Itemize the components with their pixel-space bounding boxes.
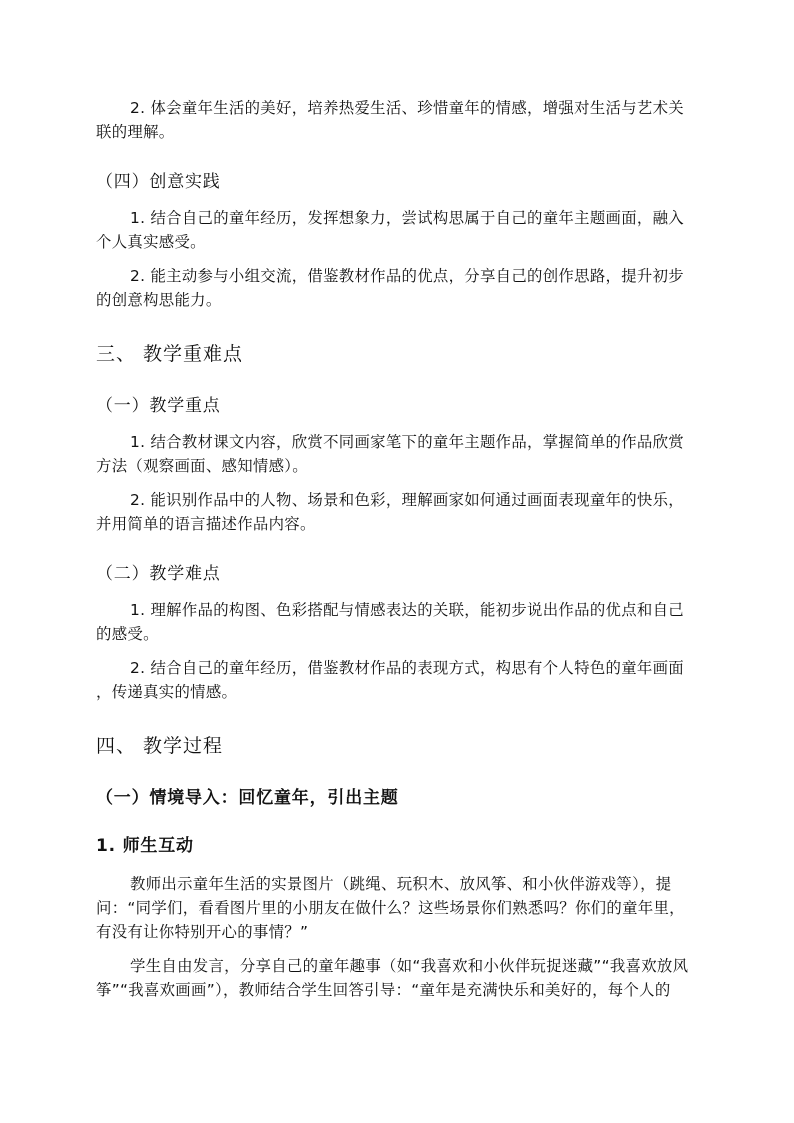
chapter-heading-teaching-process: 四、 教学过程 — [96, 735, 224, 757]
text-line: 的创意构思能力。 — [96, 291, 222, 309]
paragraph-student-answers — [96, 954, 700, 1002]
text-line: 2. 体会童年生活的美好，培养热爱生活、珍惜童年的情感，增强对生活与艺术关 — [130, 99, 684, 117]
text-line: 筝”“我喜欢画画”），教师结合学生回答引导：“童年是充满快乐和美好的，每个人的 — [96, 981, 671, 999]
text-line: 方法（观察画面、感知情感）。 — [96, 457, 308, 475]
text-line: 2. 结合自己的童年经历，借鉴教材作品的表现方式，构思有个人特色的童年画面 — [130, 659, 684, 677]
section-heading-teaching-focus: （一）教学重点 — [96, 396, 221, 416]
chapter-heading-key-points: 三、 教学重难点 — [96, 343, 244, 365]
section-heading-situation-intro: （一）情境导入：回忆童年，引出主题 — [96, 788, 399, 808]
paragraph-creative-1 — [96, 206, 700, 254]
text-line: 问：“同学们，看看图片里的小朋友在做什么？这些场景你们熟悉吗？你们的童年里， — [96, 899, 685, 917]
text-line: 有没有让你特别开心的事情？” — [96, 923, 309, 941]
text-line: 个人真实感受。 — [96, 233, 206, 251]
paragraph-focus-1 — [96, 430, 700, 478]
paragraph-difficulty-2 — [96, 656, 700, 704]
subsection-heading-interaction: 1. 师生互动 — [96, 836, 194, 856]
text-line: 2. 能识别作品中的人物、场景和色彩，理解画家如何通过画面表现童年的快乐， — [130, 491, 684, 509]
paragraph-creative-2 — [96, 264, 700, 312]
paragraph-teacher-question — [96, 872, 700, 944]
text-line: 学生自由发言，分享自己的童年趣事（如“我喜欢和小伙伴玩捉迷藏”“我喜欢放风 — [130, 957, 689, 975]
paragraph-goal-2 — [96, 96, 700, 144]
text-line: 1. 理解作品的构图、色彩搭配与情感表达的关联，能初步说出作品的优点和自己 — [130, 601, 684, 619]
text-line: ，传递真实的情感。 — [96, 683, 238, 701]
paragraph-difficulty-1 — [96, 598, 700, 646]
text-line: 1. 结合教材课文内容，欣赏不同画家笔下的童年主题作品，掌握简单的作品欣赏 — [130, 433, 684, 451]
section-heading-teaching-difficulty: （二）教学难点 — [96, 564, 221, 584]
text-line: 1. 结合自己的童年经历，发挥想象力，尝试构思属于自己的童年主题画面，融入 — [130, 209, 684, 227]
text-line: 的感受。 — [96, 625, 159, 643]
section-heading-creative-practice: （四）创意实践 — [96, 172, 221, 192]
paragraph-focus-2 — [96, 488, 700, 536]
text-line: 2. 能主动参与小组交流，借鉴教材作品的优点，分享自己的创作思路，提升初步 — [130, 267, 684, 285]
text-line: 联的理解。 — [96, 123, 175, 141]
text-line: 教师出示童年生活的实景图片（跳绳、玩积木、放风筝、和小伙伴游戏等），提 — [130, 875, 672, 893]
text-line: 并用简单的语言描述作品内容。 — [96, 515, 316, 533]
